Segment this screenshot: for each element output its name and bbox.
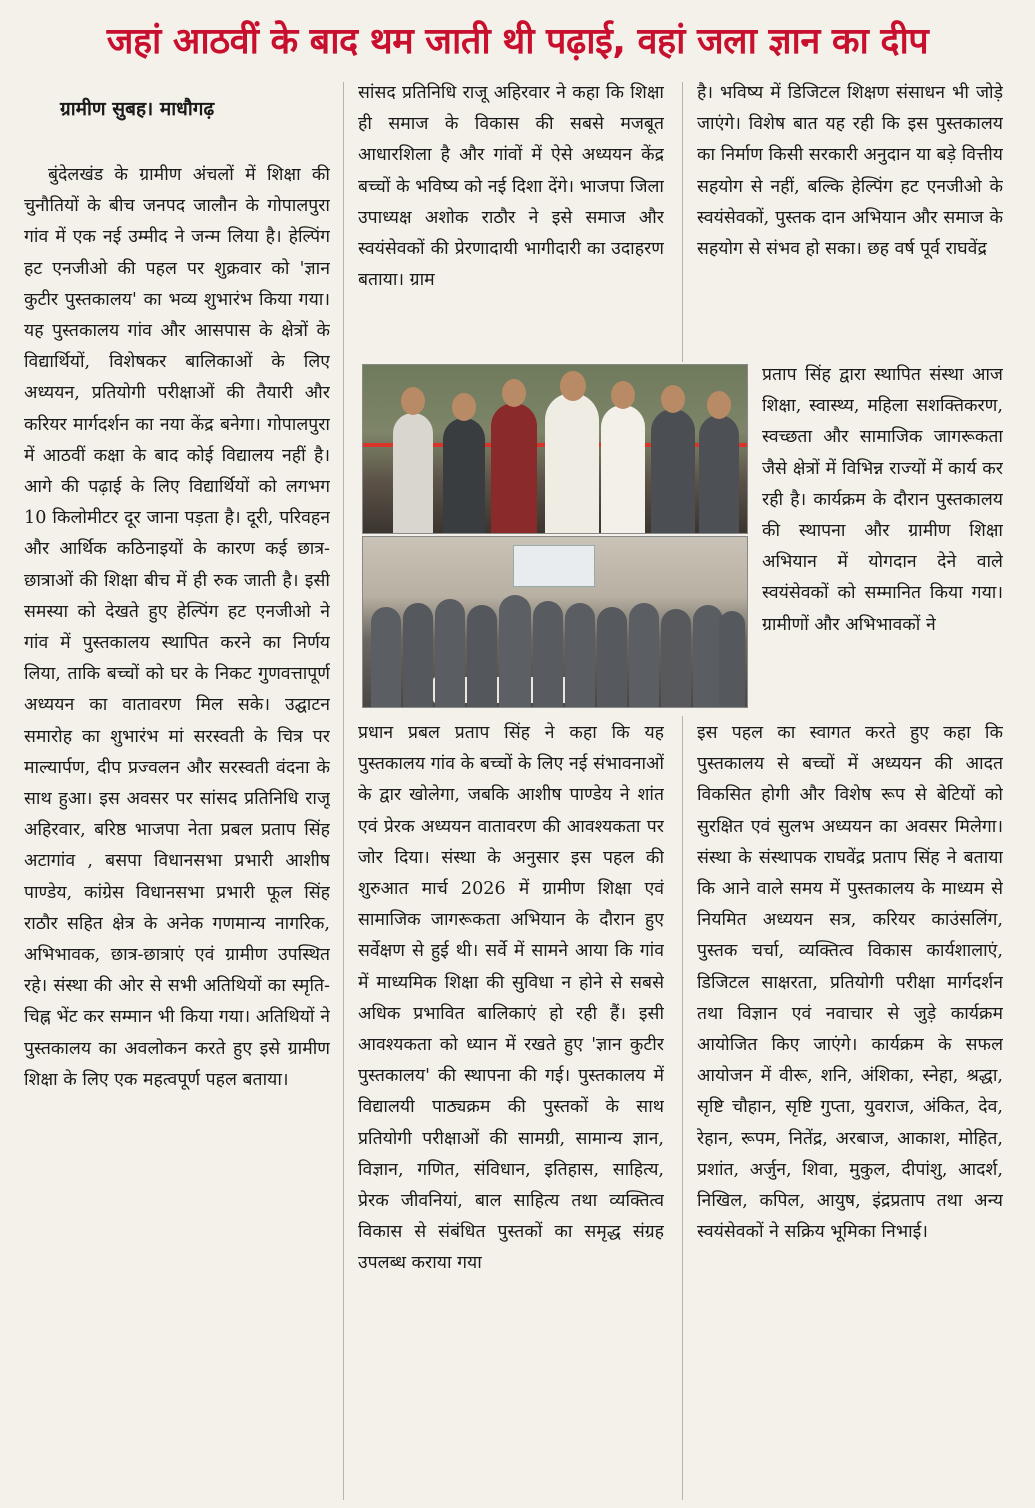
- library-banner: [513, 545, 595, 587]
- column-divider-right: [682, 82, 683, 362]
- person-head: [452, 393, 476, 421]
- photo-group: [362, 536, 748, 708]
- person-head: [707, 391, 731, 419]
- column-divider-left: [343, 82, 344, 1500]
- person: [403, 603, 433, 707]
- person: [533, 601, 563, 707]
- person: [565, 603, 595, 707]
- article-text: है। भविष्य में डिजिटल शिक्षण संसाधन भी जोड़े जाएंगे। विशेष बात यह रही कि इस पुस्तकालय का निर्माण किसी सरकारी अनुदान या बड़े वित्तीय सहयोग से नहीं, बल्कि हेल्पिंग हट एनजीओ के स्वयंसेवकों, पुस्तक दान अभियान और समाज के सहयोग से संभव हो सका। छह वर्ष पूर्व राघवेंद्र: [697, 83, 1003, 260]
- person: [545, 393, 599, 533]
- person-head: [611, 381, 635, 409]
- article-column-1: [24, 160, 330, 1500]
- article-column-2-bottom: [358, 718, 664, 1500]
- person: [435, 599, 465, 707]
- article-column-3-bottom: [697, 718, 1003, 1500]
- person: [719, 611, 745, 707]
- person: [597, 607, 627, 707]
- article-text: सांसद प्रतिनिधि राजू अहिरवार ने कहा कि शिक्षा ही समाज के विकास की सबसे मजबूत आधारशिला है और गांवों में ऐसे अध्ययन केंद्र बच्चों के भविष्य को नई दिशा देंगे। भाजपा जिला उपाध्यक्ष अशोक राठौर ने इसे समाज और स्वयंसेवकों की प्रेरणादायी भागीदारी का उदाहरण बताया। ग्राम: [358, 83, 664, 291]
- person: [601, 405, 645, 533]
- person: [699, 415, 739, 533]
- person-head: [401, 387, 425, 415]
- column-divider-right-lower: [682, 716, 683, 1500]
- person: [371, 607, 401, 707]
- headline: जहां आठवीं के बाद थम जाती थी पढ़ाई, वहां जला ज्ञान का दीप: [106, 20, 929, 62]
- article-column-2-top: [358, 78, 664, 360]
- article-text: प्रताप सिंह द्वारा स्थापित संस्था आज शिक्षा, स्वास्थ्य, महिला सशक्तिकरण, स्वच्छता और सामाजिक जागरूकता जैसे क्षेत्रों में विभिन्न राज्यों में कार्य कर रही है। कार्यक्रम के दौरान पुस्तकालय की स्थापना और ग्रामीण शिक्षा अभियान में योगदान देने वाले स्वयंसेवकों को सम्मानित किया गया। ग्रामीणों और अभिभावकों ने: [762, 365, 1003, 635]
- person-head: [661, 385, 685, 413]
- person: [499, 595, 531, 707]
- article-column-3-top: [697, 78, 1003, 360]
- person: [661, 609, 691, 707]
- person: [393, 413, 433, 533]
- article-text: प्रधान प्रबल प्रताप सिंह ने कहा कि यह पुस्तकालय गांव के बच्चों के लिए नई संभावनाओं के द्वार खोलेगा, जबकि आशीष पाण्डेय ने शांत एवं प्रेरक अध्ययन वातावरण की आवश्यकता पर जोर दिया। संस्था के अनुसार इस पहल की शुरुआत मार्च 2026 में ग्रामीण शिक्षा एवं सामाजिक जागरूकता अभियान के दौरान हुए सर्वेक्षण से हुई थी। सर्वे में सामने आया कि गांव में माध्यमिक शिक्षा की सुविधा न होने से सबसे अधिक प्रभावित बालिकाएं हो रही हैं। इसी आवश्यकता को ध्यान में रखते हुए 'ज्ञान कुटीर पुस्तकालय' की स्थापना की गई। पुस्तकालय में विद्यालयी पाठ्यक्रम की पुस्तकों के साथ प्रतियोगी परीक्षाओं की सामग्री, सामान्य ज्ञान, विज्ञान, गणित, संविधान, इतिहास, साहित्य, प्रेरक जीवनियां, बाल साहित्य तथा व्यक्तित्व विकास से संबंधित पुस्तकों का समृद्ध संग्रह उपलब्ध कराया गया: [358, 723, 664, 1274]
- person: [443, 418, 485, 533]
- person: [491, 403, 537, 533]
- person-head: [502, 379, 526, 407]
- photo-ribbon-cutting: [362, 364, 748, 534]
- person: [629, 603, 659, 707]
- article-text: बुंदेलखंड के ग्रामीण अंचलों में शिक्षा की चुनौतियों के बीच जनपद जालौन के गोपालपुरा गांव में एक नई उम्मीद ने जन्म लिया है। हेल्पिंग हट एनजीओ की पहल पर शुक्रवार को 'ज्ञान कुटीर पुस्तकालय' का भव्य शुभारंभ किया गया। यह पुस्तकालय गांव और आसपास के क्षेत्रों के विद्यार्थियों, विशेषकर बालिकाओं के लिए अध्ययन, प्रतियोगी परीक्षाओं की तैयारी और करियर मार्गदर्शन का नया केंद्र बनेगा। गोपालपुरा में आठवीं कक्षा के बाद कोई विद्यालय नहीं है। आगे की पढ़ाई के लिए विद्यार्थियों को लगभग 10 किलोमीटर दूर जाना पड़ता है। दूरी, परिवहन और आर्थिक कठिनाइयों के कारण कई छात्र-छात्राओं की शिक्षा बीच में ही रुक जाती है। इसी समस्या को देखते हुए हेल्पिंग हट एनजीओ ने गांव में पुस्तकालय स्थापित करने का निर्णय लिया, ताकि बच्चों को घर के निकट गुणवत्तापूर्ण अध्ययन का वातावरण मिल सके। उद्घाटन समारोह का शुभारंभ मां सरस्वती के चित्र पर माल्यार्पण, दीप प्रज्वलन और सरस्वती वंदना के साथ हुआ। इस अवसर पर सांसद प्रतिनिधि राजू अहिरवार, बरिष्ठ भाजपा नेता प्रबल प्रताप सिंह अटागांव , बसपा विधानसभा प्रभारी आशीष पाण्डेय, कांग्रेस विधानसभा प्रभारी फूल सिंह राठौर सहित क्षेत्र के अनेक गणमान्य नागरिक, अभिभावक, छात्र-छात्राएं एवं ग्रामीण उपस्थित रहे। संस्था की ओर से सभी अतिथियों का स्मृति-चिह्न भेंट कर सम्मान भी किया गया। अतिथियों ने पुस्तकालय का अवलोकन करते हुए इसे ग्रामीण शिक्षा के लिए एक महत्वपूर्ण पहल बताया।: [24, 165, 330, 1090]
- person: [467, 605, 497, 707]
- article-text: इस पहल का स्वागत करते हुए कहा कि पुस्तकालय से बच्चों में अध्ययन की आदत विकसित होगी और विशेष रूप से बेटियों को सुरक्षित एवं सुलभ अध्ययन का अवसर मिलेगा।संस्था के संस्थापक राघवेंद्र प्रताप सिंह ने बताया कि आने वाले समय में पुस्तकालय के माध्यम से नियमित अध्ययन सत्र, करियर काउंसलिंग, पुस्तक चर्चा, व्यक्तित्व विकास कार्यशालाएं, डिजिटल साक्षरता, प्रतियोगी परीक्षा मार्गदर्शन तथा विज्ञान एवं नवाचार से जुड़े कार्यक्रम आयोजित किए जाएंगे। कार्यक्रम के सफल आयोजन में वीरू, शनि, अंशिका, स्नेहा, श्रद्धा, सृष्टि चौहान, सृष्टि गुप्ता, युवराज, अंकित, देव, रेहान, रूपम, नितेंद्र, अरबाज, आकाश, मोहित, प्रशांत, अर्जुन, शिवा, मुकुल, दीपांशु, आदर्श, निखिल, कपिल, आयुष, इंद्रप्रताप तथा अन्य स्वयंसेवकों ने सक्रिय भूमिका निभाई।: [697, 723, 1003, 1243]
- byline: ग्रामीण सुबह। माधौगढ़: [60, 98, 215, 120]
- person: [651, 409, 695, 533]
- article-column-3-middle: [762, 360, 1003, 720]
- person-head: [560, 371, 586, 401]
